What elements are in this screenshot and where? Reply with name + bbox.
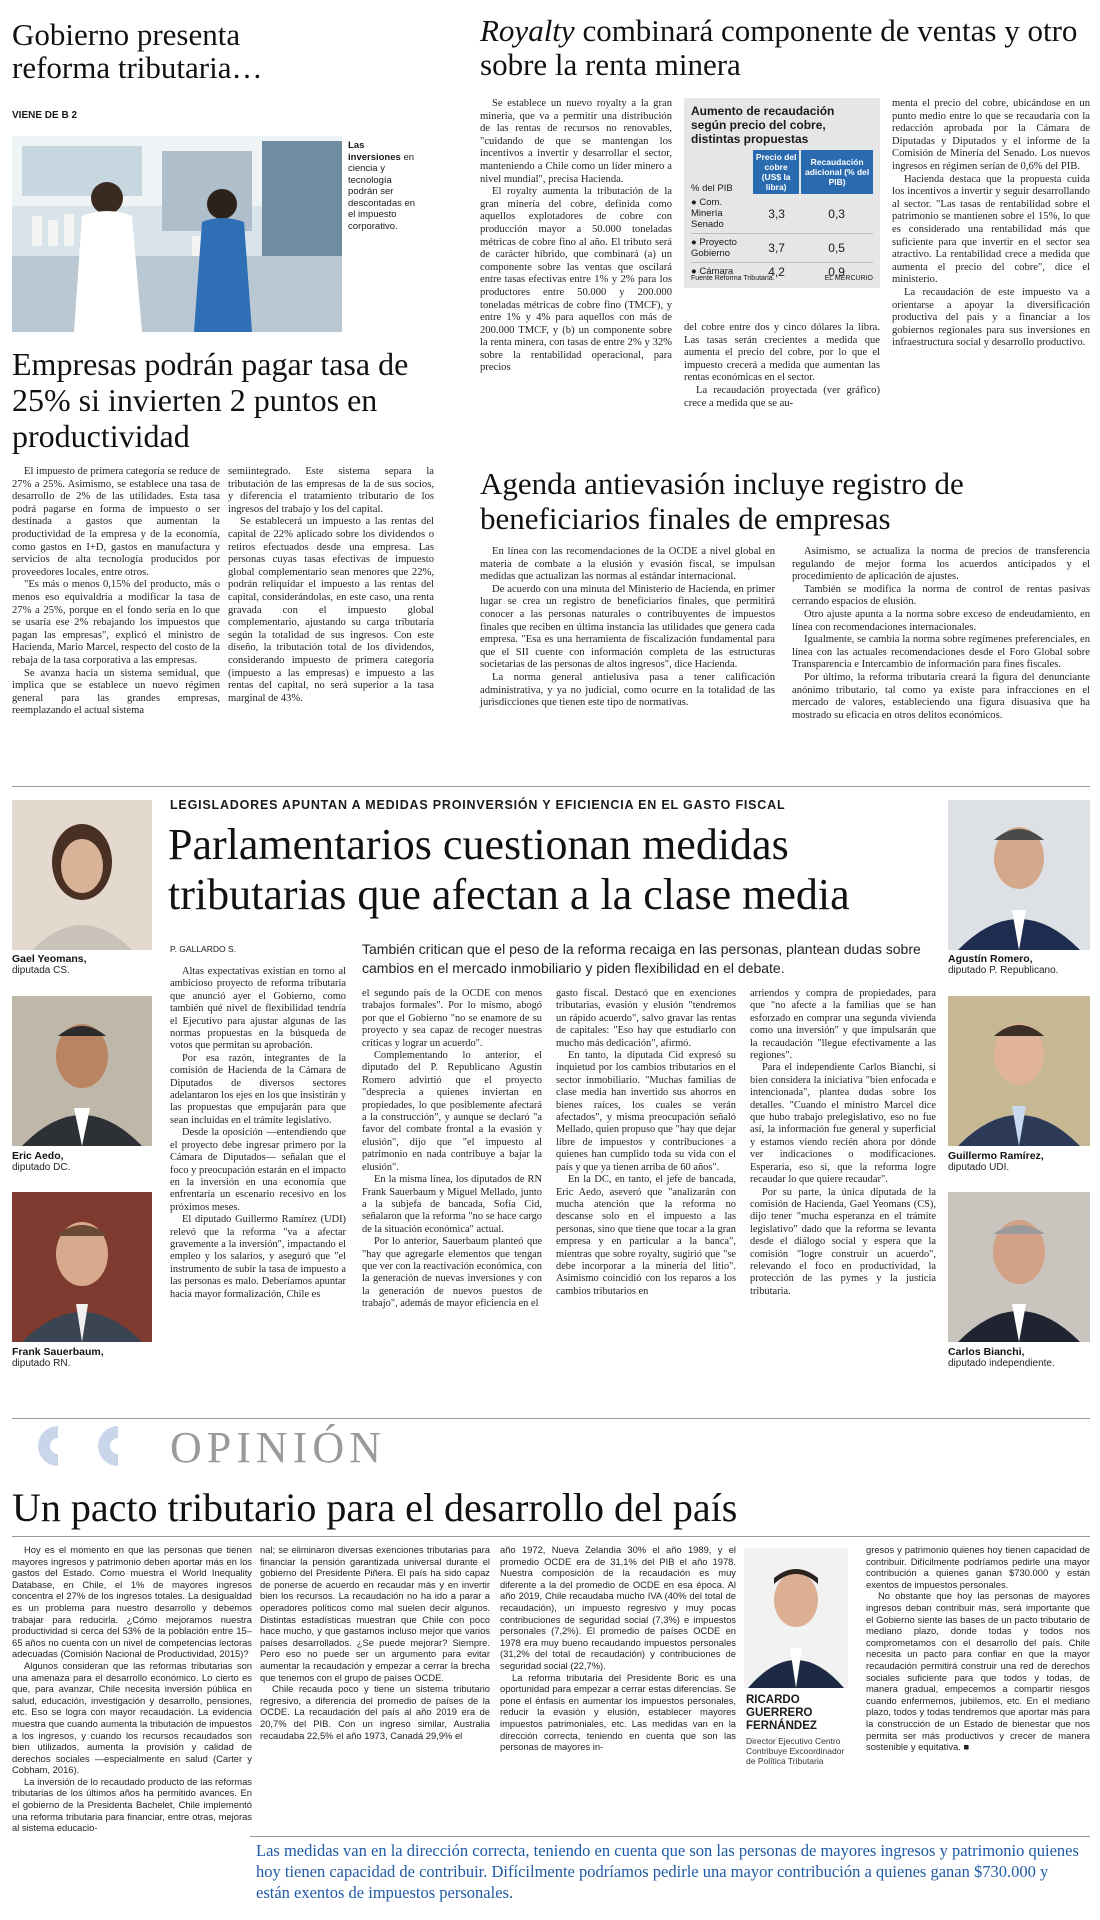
- para: Algunos consideran que las reformas tributarias son una amenaza para el desarrollo económico. Lo cierto es que, para avanzar, Chile necesita inversión pública en salud, educación, investigación y desarrollo, pensiones, etc. Eso se logra con mayor recaudación. La evidencia muestra que cuando aumenta la tributación de impuestos a los ingresos, y cuando los recursos recaudados son bien utilizados, aumenta la provisión y calidad de derechos sociales —especialmente en salud (Carter y Cobham, 2016).: [12, 1659, 252, 1776]
- opinion-col2: [260, 1544, 490, 1741]
- caption-role: diputado DC.: [12, 1162, 71, 1173]
- para: Por lo anterior, Sauerbaum planteó que "hay que agregarle elementos que tengan que ver con la reactivación económica, con la generación de nuevas inversiones y con la generación de nuevos puestos de trabajo", además de mayor eficiencia en el: [362, 1236, 542, 1310]
- parl-col1: [170, 966, 346, 1301]
- copper-table: [691, 150, 873, 280]
- para: Chile recauda poco y tiene un sistema tributario regresivo, a diferencia del promedio de países de la OCDE. La recaudación del país al año 2019 era de 20,7% del PIB. Con un ingreso similar, Australia recaudaba 22,5% el año 1973, Canadá 29,9% el: [260, 1683, 490, 1741]
- author-role: Director Ejecutivo Centro Contribuye Excoordinador de Política Tributaria: [746, 1736, 845, 1766]
- empresas-col2: [228, 466, 434, 705]
- caption-name: Frank Sauerbaum,: [12, 1346, 104, 1358]
- pullquote-rule: [250, 1836, 1090, 1837]
- portrait-bianchi: [948, 1192, 1090, 1342]
- para: Para el independiente Carlos Bianchi, si bien considera la iniciativa "bien enfocada e intencionada", plantea dudas sobre los detalles. "Cuando el ministro Marcel dice que hubo trabajo prelegislativo, eso no fue así, la información fue general y superficial y estamos viendo recién ahora por dónde ver indicaciones o modificaciones. Esperaría, eso sí, que la reforma logre recaudar lo que quiere recaudar".: [750, 1062, 936, 1186]
- royalty-word: Royalty: [480, 13, 575, 48]
- portrait-ramirez: [948, 996, 1090, 1146]
- portrait-romero: [948, 800, 1090, 950]
- row-b: 0,5: [828, 241, 845, 255]
- para: gasto fiscal. Destacó que en exenciones tributarias, evasión y elusión "tendremos un rápido acuerdo", salvo gravar las rentas de capitales: "Eso hay que estudiarlo con mucho más dedicación", afirmó.: [556, 988, 736, 1049]
- parl-byline: P. GALLARDO S.: [170, 944, 236, 954]
- caption-bold: Las inversiones: [348, 140, 401, 163]
- caption-rest: en ciencia y tecnología podrán ser descontadas en el impuesto corporativo.: [348, 151, 416, 232]
- para: semiintegrado. Este sistema separa la tributación de las empresas de la de sus socios, y diferencia el tratamiento tributario de los ingresos del trabajo y los del capital.: [228, 466, 434, 515]
- portrait-aedo: [12, 996, 152, 1146]
- opinion-headline: Un pacto tributario para el desarrollo del país: [12, 1485, 738, 1530]
- portrait-yeomans: [12, 800, 152, 950]
- royalty-col1: [480, 98, 672, 375]
- royalty-headline: [480, 14, 1090, 82]
- opinion-section: OPINIÓN: [170, 1423, 386, 1472]
- agenda-col1: [480, 546, 775, 710]
- table-row: [691, 194, 873, 234]
- para: Por último, la reforma tributaria creará la figura del denunciante anónimo tributario, tal como ya existe para infracciones en el mercado de valores, estableciendo una figura disuasiva que ha mostrado su eficacia en otros delitos económicos.: [792, 671, 1090, 721]
- pullquote: Las medidas van en la dirección correcta, teniendo en cuenta que son las personas de mayores ingresos y patrimonio quienes hoy tienen capacidad de contribuir. Difícilmente podríamos pedirle una mayor contribución a quienes ganan $730.000 y están exentos de impuestos personales.: [256, 1841, 1079, 1902]
- gobierno-headline: Gobierno presenta reforma tributaria…: [12, 17, 263, 86]
- para: gresos y patrimonio quienes hoy tienen capacidad de contribuir. Difícilmente podríamos pedirle una mayor contribución a quienes ganan $730.000 y están exentos de impuestos personales.: [866, 1544, 1090, 1590]
- author-photo: [744, 1548, 848, 1688]
- caption-name: Carlos Bianchi,: [948, 1346, 1025, 1358]
- para: Se establecerá un impuesto a las rentas del capital de 22% aplicado sobre los dividendos o retiros efectuados desde una empresa. Las personas cuyas tasas efectivas de impuesto global complementario sean menores que 22%, podrán reliquidar el impuesto a las rentas del capital, considerándolas, en este caso, una renta gravada con el impuesto global complementario, ajustando su carga tributaria según la totalidad de sus ingresos. Con este diseño, la tributación total de los dividendos, considerando impuesto de primera categoría (impuesto a las empresas) e impuesto a las rentas del capital, no será superior a la tasa marginal de 43%.: [228, 516, 434, 704]
- opinion-col4: [866, 1544, 1090, 1753]
- caption-name: Eric Aedo,: [12, 1150, 64, 1162]
- row-a: 3,7: [768, 241, 785, 255]
- para: Desde la oposición —entendiendo que el proyecto debe ingresar primero por la Cámara de Diputados— señalan que el foco y preocupación estarán en el impacto en la inversión en una economía que enfrentaría un escenario recesivo en los próximos meses.: [170, 1127, 346, 1213]
- empresas-col1: [12, 466, 220, 718]
- caption-role: diputado independiente.: [948, 1358, 1055, 1369]
- table-source: Fuente Reforma Tributaria.: [691, 275, 775, 282]
- parl-col2: [362, 988, 542, 1311]
- para: Hacienda destaca que la propuesta cuida los incentivos a invertir y seguir desarrollando al sector. "Las tasas de rentabilidad sobre el patrimonio se mantienen sobre el 15%, lo que es considerado una rentabilidad más que suficiente para que invertir en el sector sea atractivo. La rentabilidad crece a medida que aumenta el precio del cobre", dice el ministerio.: [892, 173, 1090, 286]
- row-label: Proyecto Gobierno: [691, 237, 737, 259]
- para: La inversión de lo recaudado producto de las reformas tributarias de los últimos años ha permitido avances. En el gobierno de la Presidenta Bachelet, Chile implementó una reforma tributaria para financiar, entre otras, mejoras al sistema educacio-: [12, 1775, 252, 1834]
- para: La recaudación proyectada (ver gráfico) crece a medida que se au-: [684, 384, 880, 409]
- para: La recaudación de este impuesto va a orientarse a apoyar la diversificación productiva del país y a financiar a los gobiernos regionales para sus inversiones en infraestructura social y desarrollo productivo.: [892, 286, 1090, 349]
- agenda-headline: Agenda antievasión incluye registro de beneficiarios finales de empresas: [480, 466, 964, 536]
- opinion-logo-mark: [18, 1424, 168, 1468]
- table-unit: % del PIB: [691, 183, 733, 194]
- table-head-a: Precio del cobre (US$ la libra): [753, 150, 800, 194]
- royalty-headline-rest: combinará componente de ventas y otro sobre la renta minera: [480, 13, 1078, 82]
- caption-role: diputado P. Republicano.: [948, 965, 1059, 976]
- lab-photo-caption: [348, 140, 418, 232]
- section-divider: [12, 786, 1090, 787]
- para: menta el precio del cobre, ubicándose en un punto medio entre lo que se recaudaría con la redacción aprobada por la Cámara de Diputadas y Diputados y el informe de la Comisión de Minería del Senado. Los nuevos ingresos en régimen serían de 0,6% del PIB.: [892, 98, 1090, 172]
- para: En la misma línea, los diputados de RN Frank Sauerbaum y Miguel Mellado, junto a la subjefa de bancada, Sofía Cid, señalaron que la reforma "no se hace cargo de la situación económica" actual.: [362, 1174, 542, 1235]
- royalty-col2: [684, 322, 880, 410]
- copper-table-title: Aumento de recaudación según precio del cobre, distintas propuestas: [691, 104, 835, 146]
- caption-role: diputado UDI.: [948, 1162, 1010, 1173]
- caption-name: Gael Yeomans,: [12, 953, 87, 965]
- para: del cobre entre dos y cinco dólares la libra. Las tasas serán crecientes a medida que aumenta el precio del cobre, por lo que el impuesto crecerá a medida que aumentan las rentas económicas en el sector.: [684, 322, 880, 384]
- opinion-col3: [500, 1544, 736, 1753]
- row-b: 0,3: [828, 206, 845, 221]
- agenda-col2: [792, 546, 1090, 722]
- para: Por esa razón, integrantes de la comisión de Hacienda de la Cámara de Diputados de diversos sectores adelantaron los ejes en los que insistirán y las propuestas que empujarán para que sean incluidas en el trámite legislativo.: [170, 1052, 346, 1126]
- para: En línea con las recomendaciones de la OCDE a nivel global en materia de combate a la elusión y evasión fiscal, se impulsan medidas que actualizan las normas al estándar internacional.: [480, 546, 775, 583]
- para: Por su parte, la única diputada de la comisión de Hacienda, Gael Yeomans (CS), dijo tener "mucha esperanza en el trámite legislativo" dado que la reforma se levanta desde el diálogo social y espera que la comisión "logre construir un acuerdo", relevando el foco en productividad, la protección de las pymes y la justicia tributaria.: [750, 1186, 936, 1297]
- caption-role: diputada CS.: [12, 965, 70, 976]
- para: También se modifica la norma de control de rentas pasivas cerrando espacios de elusión.: [792, 583, 1090, 608]
- empresas-headline: Empresas podrán pagar tasa de 25% si invierten 2 puntos en productividad: [12, 346, 409, 454]
- kicker-viene: VIENE DE B 2: [12, 110, 78, 121]
- para: "Es más o menos 0,15% del producto, más o menos eso equivaldría a modificar la tasa de 27% a 25%, porque en el fondo sería en lo que se usaría ese 2% rebajando los impuestos que pagan las empresas", explicó el ministro de Hacienda, Mario Marcel, respecto del costo de la rebaja de la tasa corporativa a las empresas.: [12, 579, 220, 666]
- author-name: RICARDO GUERRERO FERNÁNDEZ: [746, 1694, 817, 1732]
- table-row: [691, 234, 873, 263]
- row-a: 4,2: [768, 264, 785, 279]
- para: La reforma tributaria del Presidente Boric es una oportunidad para empezar a cerrar estas diferencias. Se pone el énfasis en aumentar los impuestos personales, reducir la evasión y elusión, establecer mayores impuestos patrimoniales, etc. Las medidas van en la dirección correcta, teniendo en cuenta que son las personas de mayores in-: [500, 1671, 736, 1753]
- para: Otro ajuste apunta a la norma sobre exceso de endeudamiento, en línea con recomendaciones internacionales.: [792, 608, 1090, 633]
- parl-col4: [750, 988, 936, 1298]
- para: La norma general antielusiva pasa a tener calificación administrativa, y ya no judicial, como ocurre en la totalidad de las jurisdicciones que tienen este tipo de normativas.: [480, 671, 775, 709]
- row-a: 3,3: [768, 206, 785, 221]
- para: En la DC, en tanto, el jefe de bancada, Eric Aedo, aseveró que "analizarán con mucha atención que la reforma no descanse solo en el impuesto a las personas, sino que tiene que tocar a la gran empresa y en particular a la banca", mientras que sobre royalty, sugirió que "se debe incorporar a la minería del litio". Asimismo coincidió con los reparos a los cambios tributarios en: [556, 1174, 736, 1297]
- table-head-b: Recaudación adicional (% del PIB): [800, 150, 873, 194]
- para: De acuerdo con una minuta del Ministerio de Hacienda, en primer lugar se crea un registro de beneficiarios finales, que permitirá conocer a las personas naturales o contribuyentes de impuestos finales que reciben en última instancia las utilidades que genera cada empresa. "Esa es una herramienta de fiscalización fundamental para que el SII cuente con información completa de las estructuras societarias de las personas de altos ingresos", dice Hacienda.: [480, 583, 775, 671]
- row-label: Com. Minería Senado: [691, 197, 724, 230]
- parl-deck: También critican que el peso de la reforma recaiga en las personas, plantean dudas sobre cambios en el mercado inmobiliario y piden flexibilidad en el debate.: [362, 941, 921, 976]
- para: año 1972, Nueva Zelandia 30% el año 1989, y el promedio OCDE era de 31,1% del PIB el año 1978. Nuestra composición de la recaudación es muy diferente a la del promedio de OCDE en esa época. Al año 2019, Chile recaudaba mucho IVA (40% del total de recaudación), un impuesto regresivo y muy pocas contribuciones de seguridad social (7,3%) e impuestos personales (7,2%). El promedio de países OCDE en 1978 era muy bueno recaudando impuestos personales (31,2% del total de recaudación) y contribuciones de seguridad social (22,7%).: [500, 1544, 736, 1671]
- portrait-sauerbaum: [12, 1192, 152, 1342]
- copper-table-box: [684, 98, 880, 288]
- parl-headline: Parlamentarios cuestionan medidas tributarias que afectan a la clase media: [168, 820, 850, 919]
- row-label: Cámara: [699, 266, 734, 277]
- royalty-col3: [892, 98, 1090, 350]
- para: Se establece un nuevo royalty a la gran minería, que va a permitir una distribución de las rentas de recursos no renovables, "cuidando de que se mantengan los incentivos a invertir y desarrollar el sector, manteniendo a Chile como un líder minero a nivel mundial", precisa Hacienda.: [480, 98, 672, 185]
- para: Altas expectativas existían en torno al ambicioso proyecto de reforma tributaria que anunció ayer el Gobierno, como también qué nivel de flexibilidad tendría el Ejecutivo para ajustar algunas de las normas propuestas en la búsqueda de votos que permitan su aprobación.: [170, 966, 346, 1052]
- table-credit: EL MERCURIO: [824, 275, 873, 282]
- opinion-headline-rule: [12, 1536, 1090, 1537]
- bullet-icon: ●: [691, 237, 700, 248]
- para: Igualmente, se cambia la norma sobre regímenes preferenciales, en línea con las actuales recomendaciones desde el Foro Global sobre Transparencia e Intercambio de información para fines fiscales.: [792, 634, 1090, 671]
- caption-name: Agustín Romero,: [948, 953, 1033, 965]
- para: el segundo país de la OCDE con menos trabajos formales". Por lo mismo, abogó por que el Gobierno "no se enamore de su proyecto y sea capaz de recoger nuestras críticas y lograr un acuerdo".: [362, 988, 542, 1049]
- para: En tanto, la diputada Cid expresó su inquietud por los cambios tributarios en el sector inmobiliario. "Muchas familias de clase media han invertido sus ahorros en bienes raíces, los cuales se verán afectados", y misma preocupación señaló Mellado, quien propuso que "hay que dejar libre de impuestos y contribuciones a quienes han cumplido toda su vida con el país y que ya tienen arriba de 60 años".: [556, 1050, 736, 1173]
- parl-col3: [556, 988, 736, 1298]
- parl-kicker: LEGISLADORES APUNTAN A MEDIDAS PROINVERSIÓN Y EFICIENCIA EN EL GASTO FISCAL: [170, 798, 786, 812]
- opinion-top-rule: [12, 1418, 1090, 1419]
- para: El royalty aumenta la tributación de la gran minería del cobre, definida como aquellos explotadores de cobre con producción mayor a 50.000 toneladas métricas de cobre fino al año. El tributo será de carácter híbrido, que combinará (a) un componente sobre las ventas que oscilará entre tasas efectivas entre 1% y 2% para los productores entre 50.000 y 200.000 toneladas métricas de cobre fino (TMCF), y entre 1% y 4% para aquellos con más de 200.000 TMCF, y (b) un componente sobre la renta minera, con tasas de entre 2% y 32% sobre la rentabilidad operacional, para precios: [480, 186, 672, 374]
- para: nal; se eliminaron diversas exenciones tributarias para financiar la pensión garantizada universal durante el gobierno del Presidente Piñera. El país ha sido capaz de ponerse de acuerdo en recaudar más y en invertir bien los recursos. La recaudación no ha ido a parar a operadores políticos como mal suelen decir algunos. Distintas estadísticas muestran que Chile con poco hace mucho, y que gastamos incluso mejor que varios países desarrollados. ¿Se puede mejorar? Siempre. Pero eso no puede ser un argumento para evitar aumentar la recaudación y empezar a cerrar la brecha que tenemos con el grupo de países OCDE.: [260, 1544, 490, 1683]
- para: Complementando lo anterior, el diputado del P. Republicano Agustín Romero advirtió que el proyecto "desprecia a quienes inviertan en propiedades, lo que posiblemente afectará a la construcción", y aunque se declaró "a favor del combate frontal a la evasión y elusión", dijo que "el impuesto al patrimonio en nada contribuye a bajar la elusión".: [362, 1050, 542, 1173]
- row-b: 0,9: [828, 264, 845, 279]
- caption-role: diputado RN.: [12, 1358, 71, 1369]
- para: Se avanza hacia un sistema semidual, que implica que se establece un nuevo régimen general para las grandes empresas, reemplazando el actual sistema: [12, 667, 220, 717]
- opinion-col1: [12, 1544, 252, 1834]
- bullet-icon: ●: [691, 266, 700, 277]
- para: El diputado Guillermo Ramírez (UDI) relevó que la reforma "va a afectar gravemente a la inversión", impactando el empleo y los salarios, y aseguró que "el instrumento de subir la tasa de impuesto a las personas es malo. Deberíamos apuntar hacia mayor formalización, Chile es: [170, 1214, 346, 1300]
- para: El impuesto de primera categoría se reduce de 27% a 25%. Asimismo, se establece una tasa de desarrollo de 2% de las utilidades. Esta tasa podrá pagarse en forma de impuesto o ser destinada a gastos que aumentan la productividad de la empresa y de la economía, como gastos en I+D, gastos en manufactura y servicios de alta tecnología producidos por proveedores locales, entre otros.: [12, 466, 220, 578]
- para: Asimismo, se actualiza la norma de precios de transferencia regulando de mejor forma los acuerdos anticipados y el procedimiento de aplicación de ajustes.: [792, 546, 1090, 583]
- para: Hoy es el momento en que las personas que tienen mayores ingresos y patrimonio deben aportar más en los gastos del Estado. Como muestra el World Inequality Database, en Chile, el 1% de mayores ingresos concentra el 27% de los ingresos totales. La desigualdad es un problema para nuestro desarrollo y debemos trabajar para reducirla. ¿Cómo mejoramos nuestra productividad si cerca del 53% de la población entre 15–65 años no cuenta con un nivel de competencias lectoras adecuadas (Comisión Nacional de Productividad, 2015)?: [12, 1544, 252, 1660]
- bullet-icon: ●: [691, 197, 700, 208]
- lab-photo: [12, 136, 342, 332]
- para: No obstante que hoy las personas de mayores ingresos deban contribuir más, será importante que el Gobierno siente las bases de un pacto tributario de mediano plazo, donde todas y todos nos comprometamos con el desarrollo del país. Chile necesita un pacto para confiar en que la mayor recaudación permitirá construir una red de derechos sociales suficiente para que todos y todas, de manera gradual, empecemos a compartir riesgos cuando enfermemos, jubilemos, etc. En el mediano plazo, todos y todas tendremos que aportar más para la construcción de un Estado de bienestar que nos permita ser más productivos y crecer de manera sostenible y equitativa. ■: [866, 1590, 1090, 1753]
- caption-name: Guillermo Ramírez,: [948, 1150, 1044, 1162]
- para: arriendos y compra de propiedades, para que "no afecte a la familias que se han esforzado en comprar una segunda vivienda como una inversión" y que impulsarán que la recaudación "llegue efectivamente a las regiones".: [750, 988, 936, 1062]
